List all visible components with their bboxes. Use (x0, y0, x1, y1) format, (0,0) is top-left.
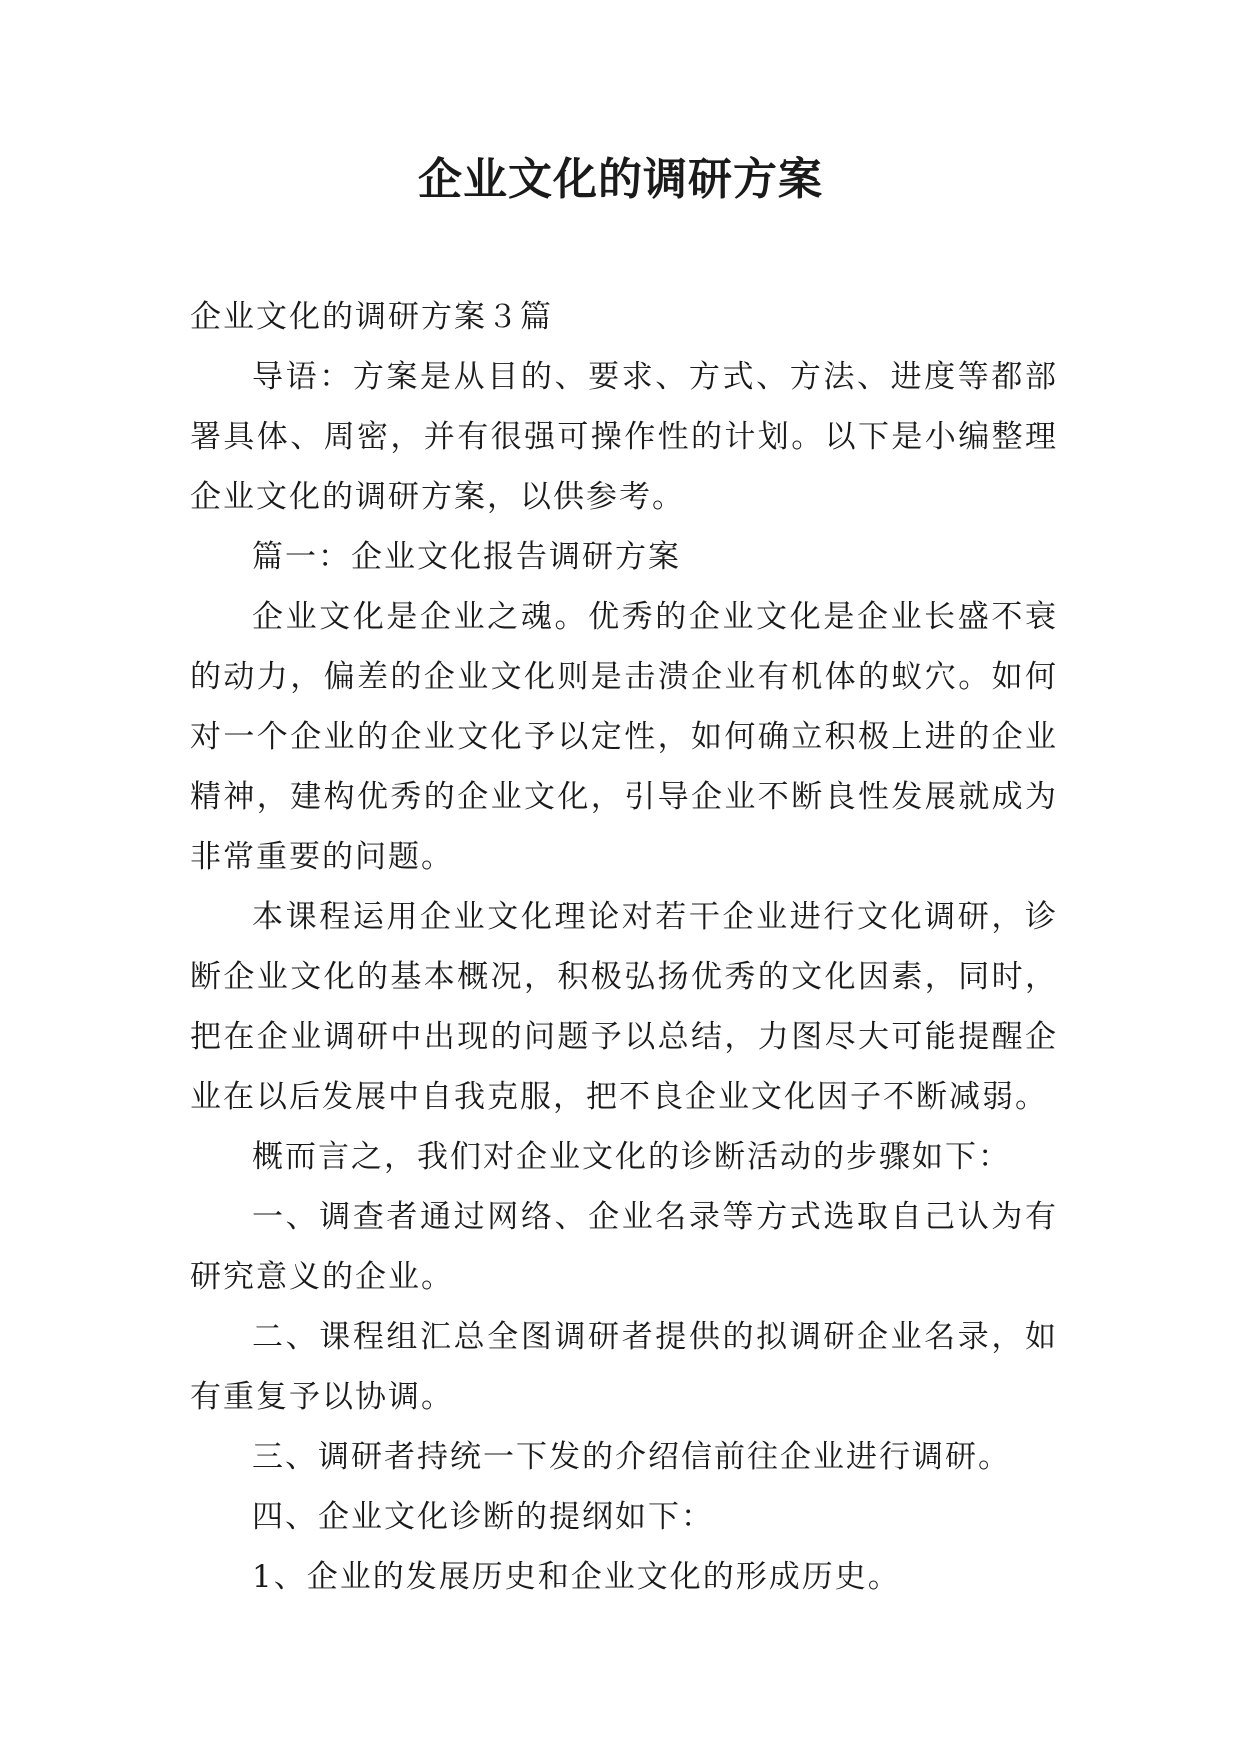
list-item-outline-1: 1、企业的发展历史和企业文化的形成历史。 (252, 1559, 901, 1595)
list-item-step-1: 一、调查者通过网络、企业名录等方式选取自己认为有研究意义的企业。 (190, 1199, 1058, 1295)
document-subtitle: 企业文化的调研方案３篇 (190, 299, 553, 335)
list-item-step-2: 二、课程组汇总全图调研者提供的拟调研企业名录，如有重复予以协调。 (190, 1319, 1058, 1415)
paragraph-intro: 导语：方案是从目的、要求、方式、方法、进度等都部署具体、周密，并有很强可操作性的计划。以下是小编整理企业文化的调研方案，以供参考。 (190, 359, 1058, 515)
paragraph-course-purpose: 本课程运用企业文化理论对若干企业进行文化调研，诊断企业文化的基本概况，积极弘扬优秀的文化因素，同时，把在企业调研中出现的问题予以总结，力图尽大可能提醒企业在以后发展中自我克服，把不良企业文化因子不断减弱。 (190, 899, 1058, 1115)
list-item-step-3: 三、调研者持统一下发的介绍信前往企业进行调研。 (252, 1439, 1011, 1475)
paragraph-culture-soul: 企业文化是企业之魂。优秀的企业文化是企业长盛不衰的动力，偏差的企业文化则是击溃企业有机体的蚁穴。如何对一个企业的企业文化予以定性，如何确立积极上进的企业精神，建构优秀的企业文化，引导企业不断良性发展就成为非常重要的问题。 (190, 599, 1058, 875)
paragraph-steps-intro: 概而言之，我们对企业文化的诊断活动的步骤如下： (252, 1139, 1011, 1175)
list-item-step-4: 四、企业文化诊断的提纲如下： (252, 1499, 714, 1535)
document-body (190, 287, 1058, 1607)
section-heading-part-one: 篇一：企业文化报告调研方案 (252, 539, 681, 575)
document-title: 企业文化的调研方案 (418, 154, 823, 205)
